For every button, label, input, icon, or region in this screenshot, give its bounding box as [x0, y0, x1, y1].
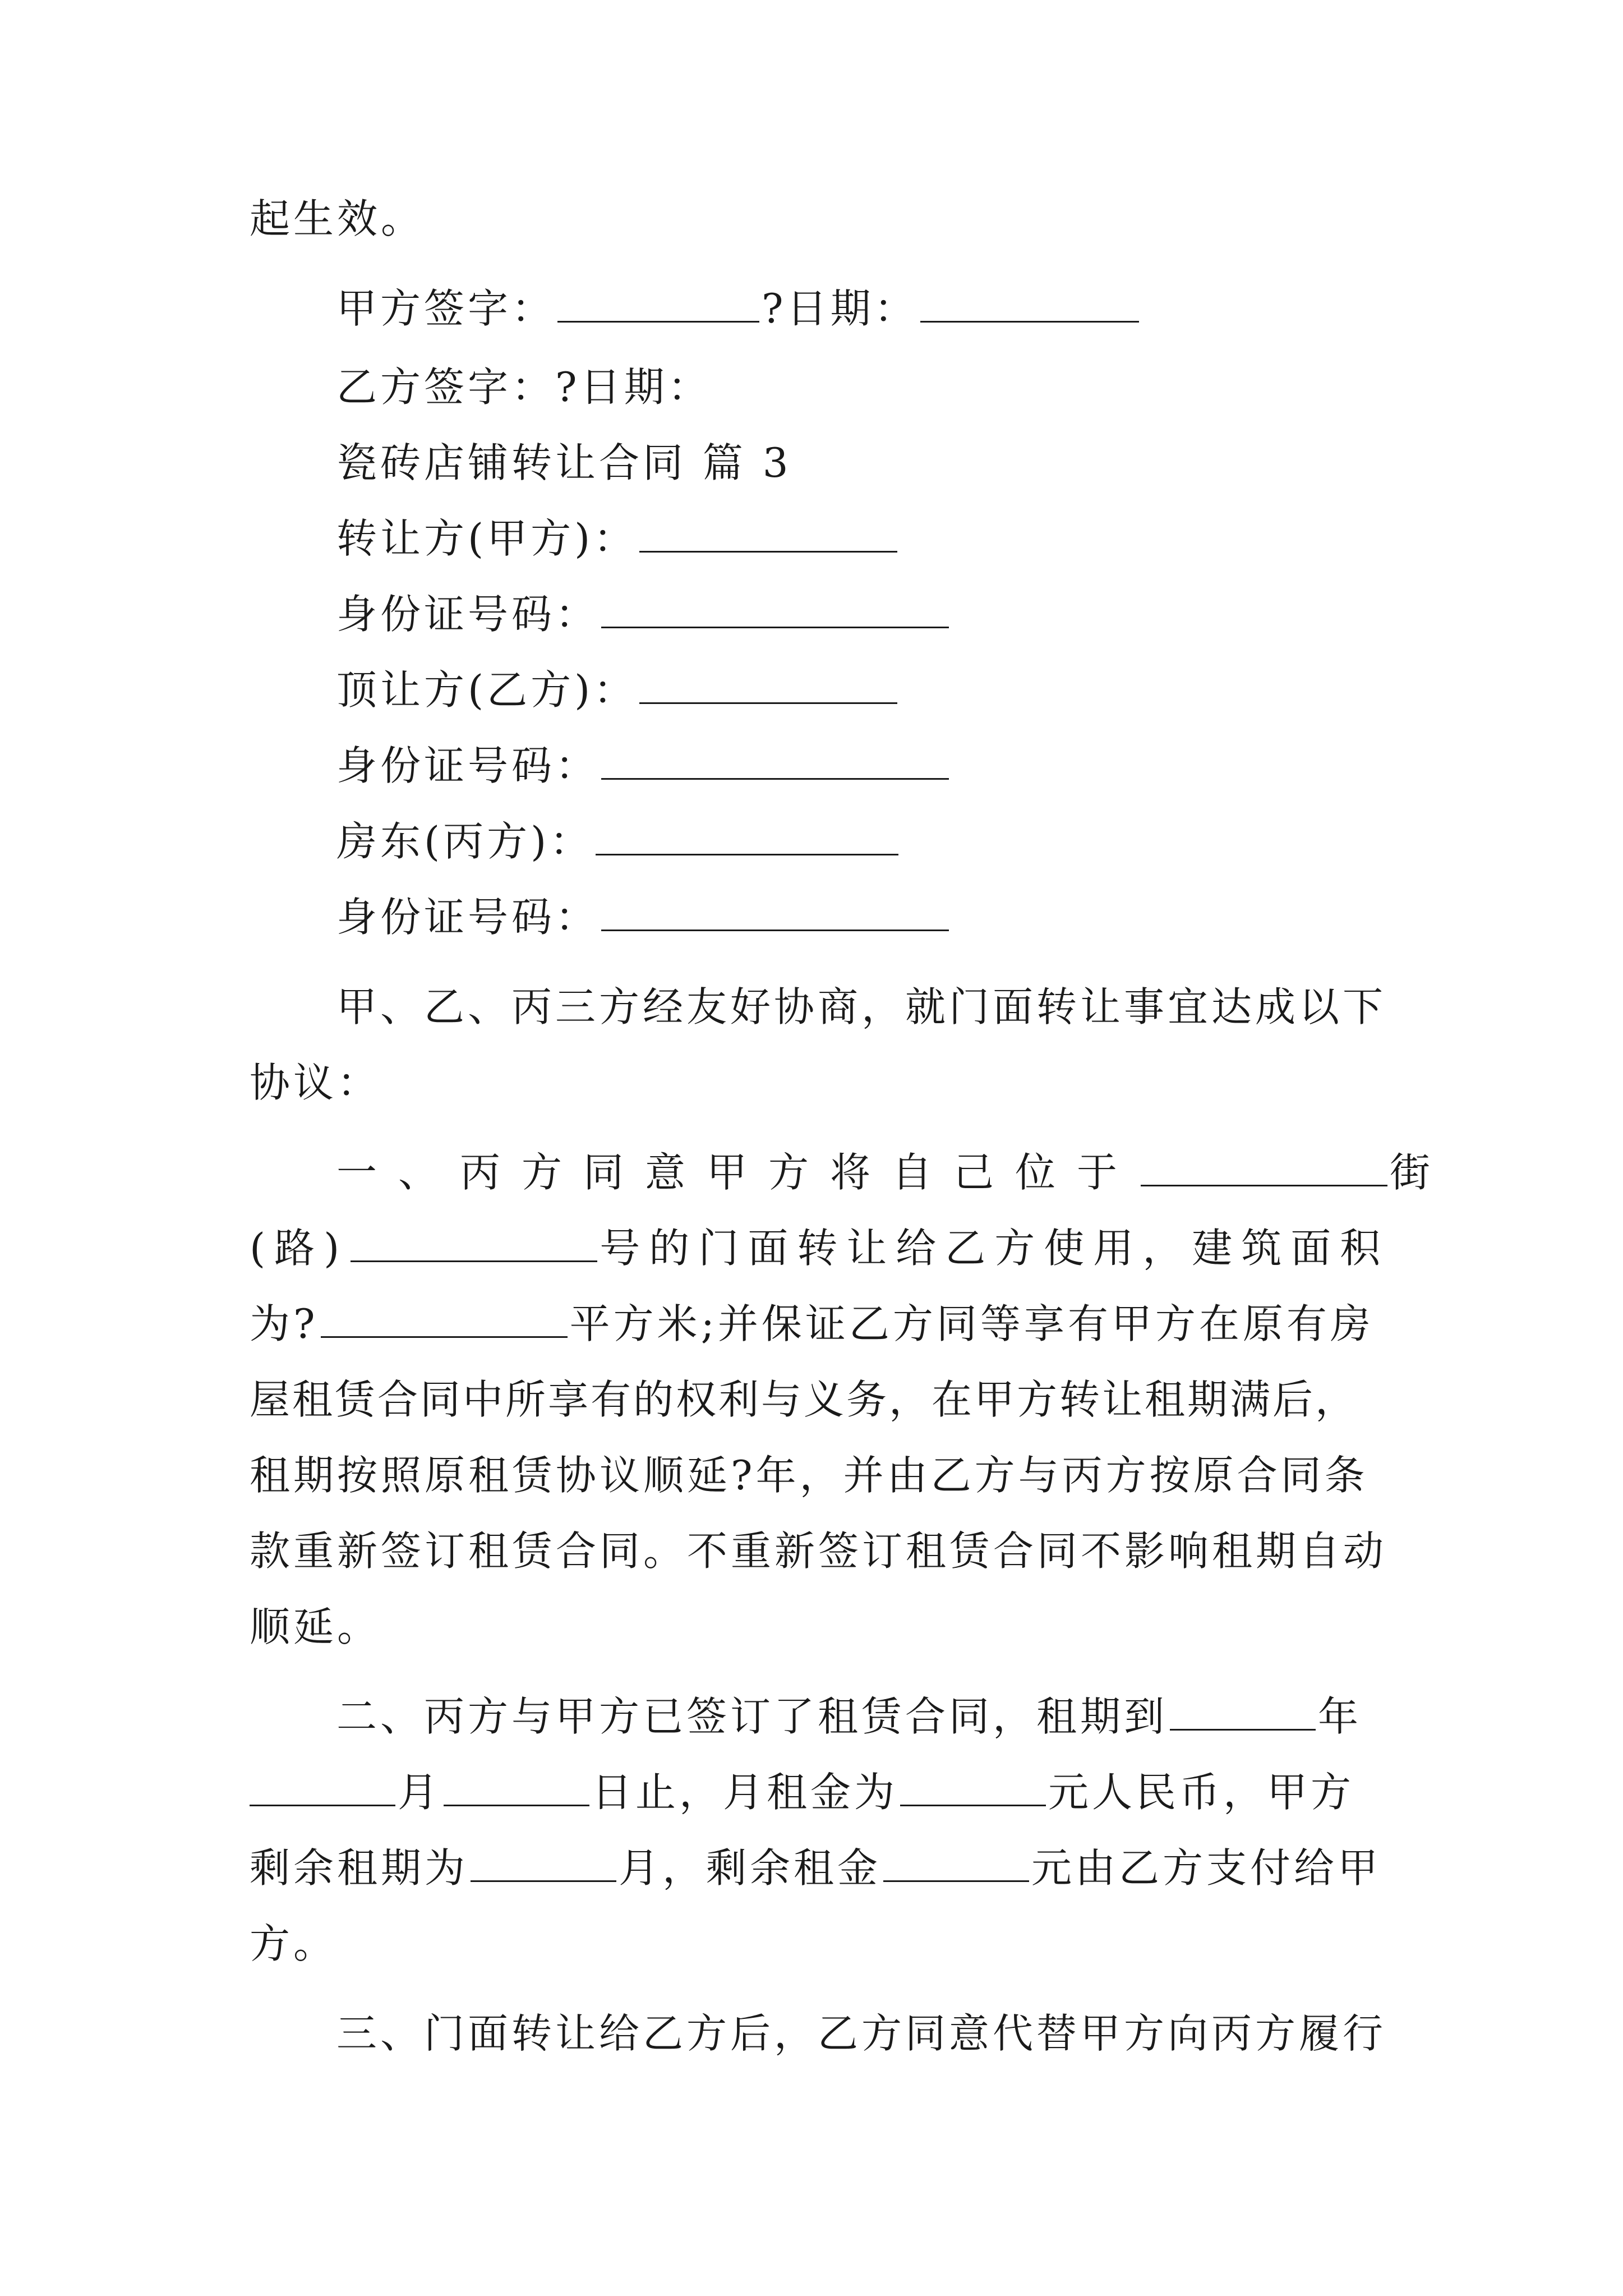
- text-segment: 租期按照原租赁协议顺延?年，并由乙方与丙方按原合同条: [250, 1452, 1368, 1499]
- text-segment: ?日期：: [762, 285, 918, 332]
- text-segment: 房东(丙方)：: [336, 818, 594, 865]
- clause-1-line: [336, 1144, 1452, 1200]
- blank-field: [639, 663, 897, 704]
- clause-2-line: [250, 1840, 1394, 1896]
- id-number-line: [336, 738, 1481, 794]
- blank-field: [596, 815, 898, 855]
- text-segment: 方。: [250, 1920, 338, 1967]
- text-segment: 甲、乙、丙三方经友好协商，就门面转让事宜达成以下: [336, 983, 1387, 1030]
- blank-field: [321, 1297, 568, 1338]
- clause-1-line: [250, 1372, 1394, 1428]
- blank-field: [920, 282, 1139, 323]
- blank-field: [1170, 1690, 1316, 1731]
- clause-1-line: [250, 1220, 1394, 1276]
- blank-field: [557, 282, 759, 323]
- text-segment: 日止，月租金为: [592, 1769, 898, 1816]
- text-segment: 街: [1390, 1149, 1452, 1196]
- section-title: [336, 435, 1481, 491]
- clause-1-line: [250, 1599, 1394, 1655]
- text-segment: 一、丙方同意甲方将自己位于: [336, 1149, 1139, 1196]
- blank-field: [601, 587, 949, 628]
- text-segment: 乙方签字：?日期：: [336, 364, 712, 411]
- blank-field: [883, 1841, 1029, 1882]
- text-segment: 平方米;并保证乙方同等享有甲方在原有房: [569, 1300, 1374, 1347]
- text-segment: 元人民币，甲方: [1048, 1769, 1355, 1816]
- text-segment: 款重新签订租赁合同。不重新签订租赁合同不影响租期自动: [250, 1527, 1387, 1575]
- blank-field: [601, 739, 949, 780]
- text-segment: 起生效。: [250, 195, 425, 242]
- text-segment: 月: [398, 1769, 442, 1816]
- text-segment: 元由乙方支付给甲: [1031, 1844, 1382, 1892]
- text-segment: 身份证号码：: [336, 894, 600, 941]
- text-segment: 协议：: [250, 1059, 381, 1106]
- blank-field: [601, 890, 949, 931]
- blank-field: [351, 1221, 597, 1262]
- text-segment: 月，剩余租金: [619, 1844, 882, 1892]
- transferee-line: [336, 662, 1481, 718]
- landlord-line: [336, 813, 1481, 869]
- blank-field: [900, 1765, 1046, 1806]
- text-segment: 身份证号码：: [336, 591, 600, 638]
- text-segment: 为?: [250, 1300, 319, 1347]
- text-segment: 甲方签字：: [336, 285, 556, 332]
- text-line: [250, 191, 1394, 247]
- text-segment: 顺延。: [250, 1603, 381, 1650]
- blank-field: [471, 1841, 616, 1882]
- clause-3-line: [336, 2005, 1481, 2062]
- blank-field: [444, 1765, 589, 1806]
- paragraph-line: [336, 979, 1394, 1035]
- text-segment: 剩余租期为: [250, 1844, 469, 1892]
- paragraph-line: [250, 1055, 1394, 1111]
- blank-field: [250, 1765, 395, 1806]
- id-number-line: [336, 586, 1481, 642]
- text-segment: 二、丙方与甲方已签订了租赁合同，租期到: [336, 1693, 1168, 1740]
- clause-1-line: [250, 1447, 1394, 1503]
- text-segment: 年: [1318, 1693, 1362, 1740]
- clause-1-line: [250, 1296, 1394, 1352]
- text-segment: (路): [250, 1225, 349, 1272]
- clause-1-line: [250, 1523, 1394, 1579]
- party-a-signature-line: [336, 280, 1481, 337]
- clause-2-line: [250, 1916, 1394, 1972]
- transferor-line: [336, 510, 1481, 567]
- text-segment: 身份证号码：: [336, 742, 600, 789]
- blank-field: [1141, 1145, 1387, 1186]
- text-segment: 顶让方(乙方)：: [336, 666, 638, 714]
- text-segment: 瓷砖店铺转让合同 篇 3: [336, 439, 792, 486]
- text-segment: 三、门面转让给乙方后，乙方同意代替甲方向丙方履行: [336, 2010, 1387, 2057]
- blank-field: [639, 512, 897, 553]
- clause-2-line: [336, 1688, 1481, 1745]
- clause-2-line: [250, 1764, 1394, 1820]
- party-b-signature-line: [336, 359, 1481, 415]
- id-number-line: [336, 889, 1481, 945]
- text-segment: 号的门面转让给乙方使用，建筑面积: [600, 1225, 1390, 1272]
- text-segment: 屋租赁合同中所享有的权利与义务，在甲方转让租期满后，: [250, 1376, 1358, 1423]
- text-segment: 转让方(甲方)：: [336, 515, 638, 562]
